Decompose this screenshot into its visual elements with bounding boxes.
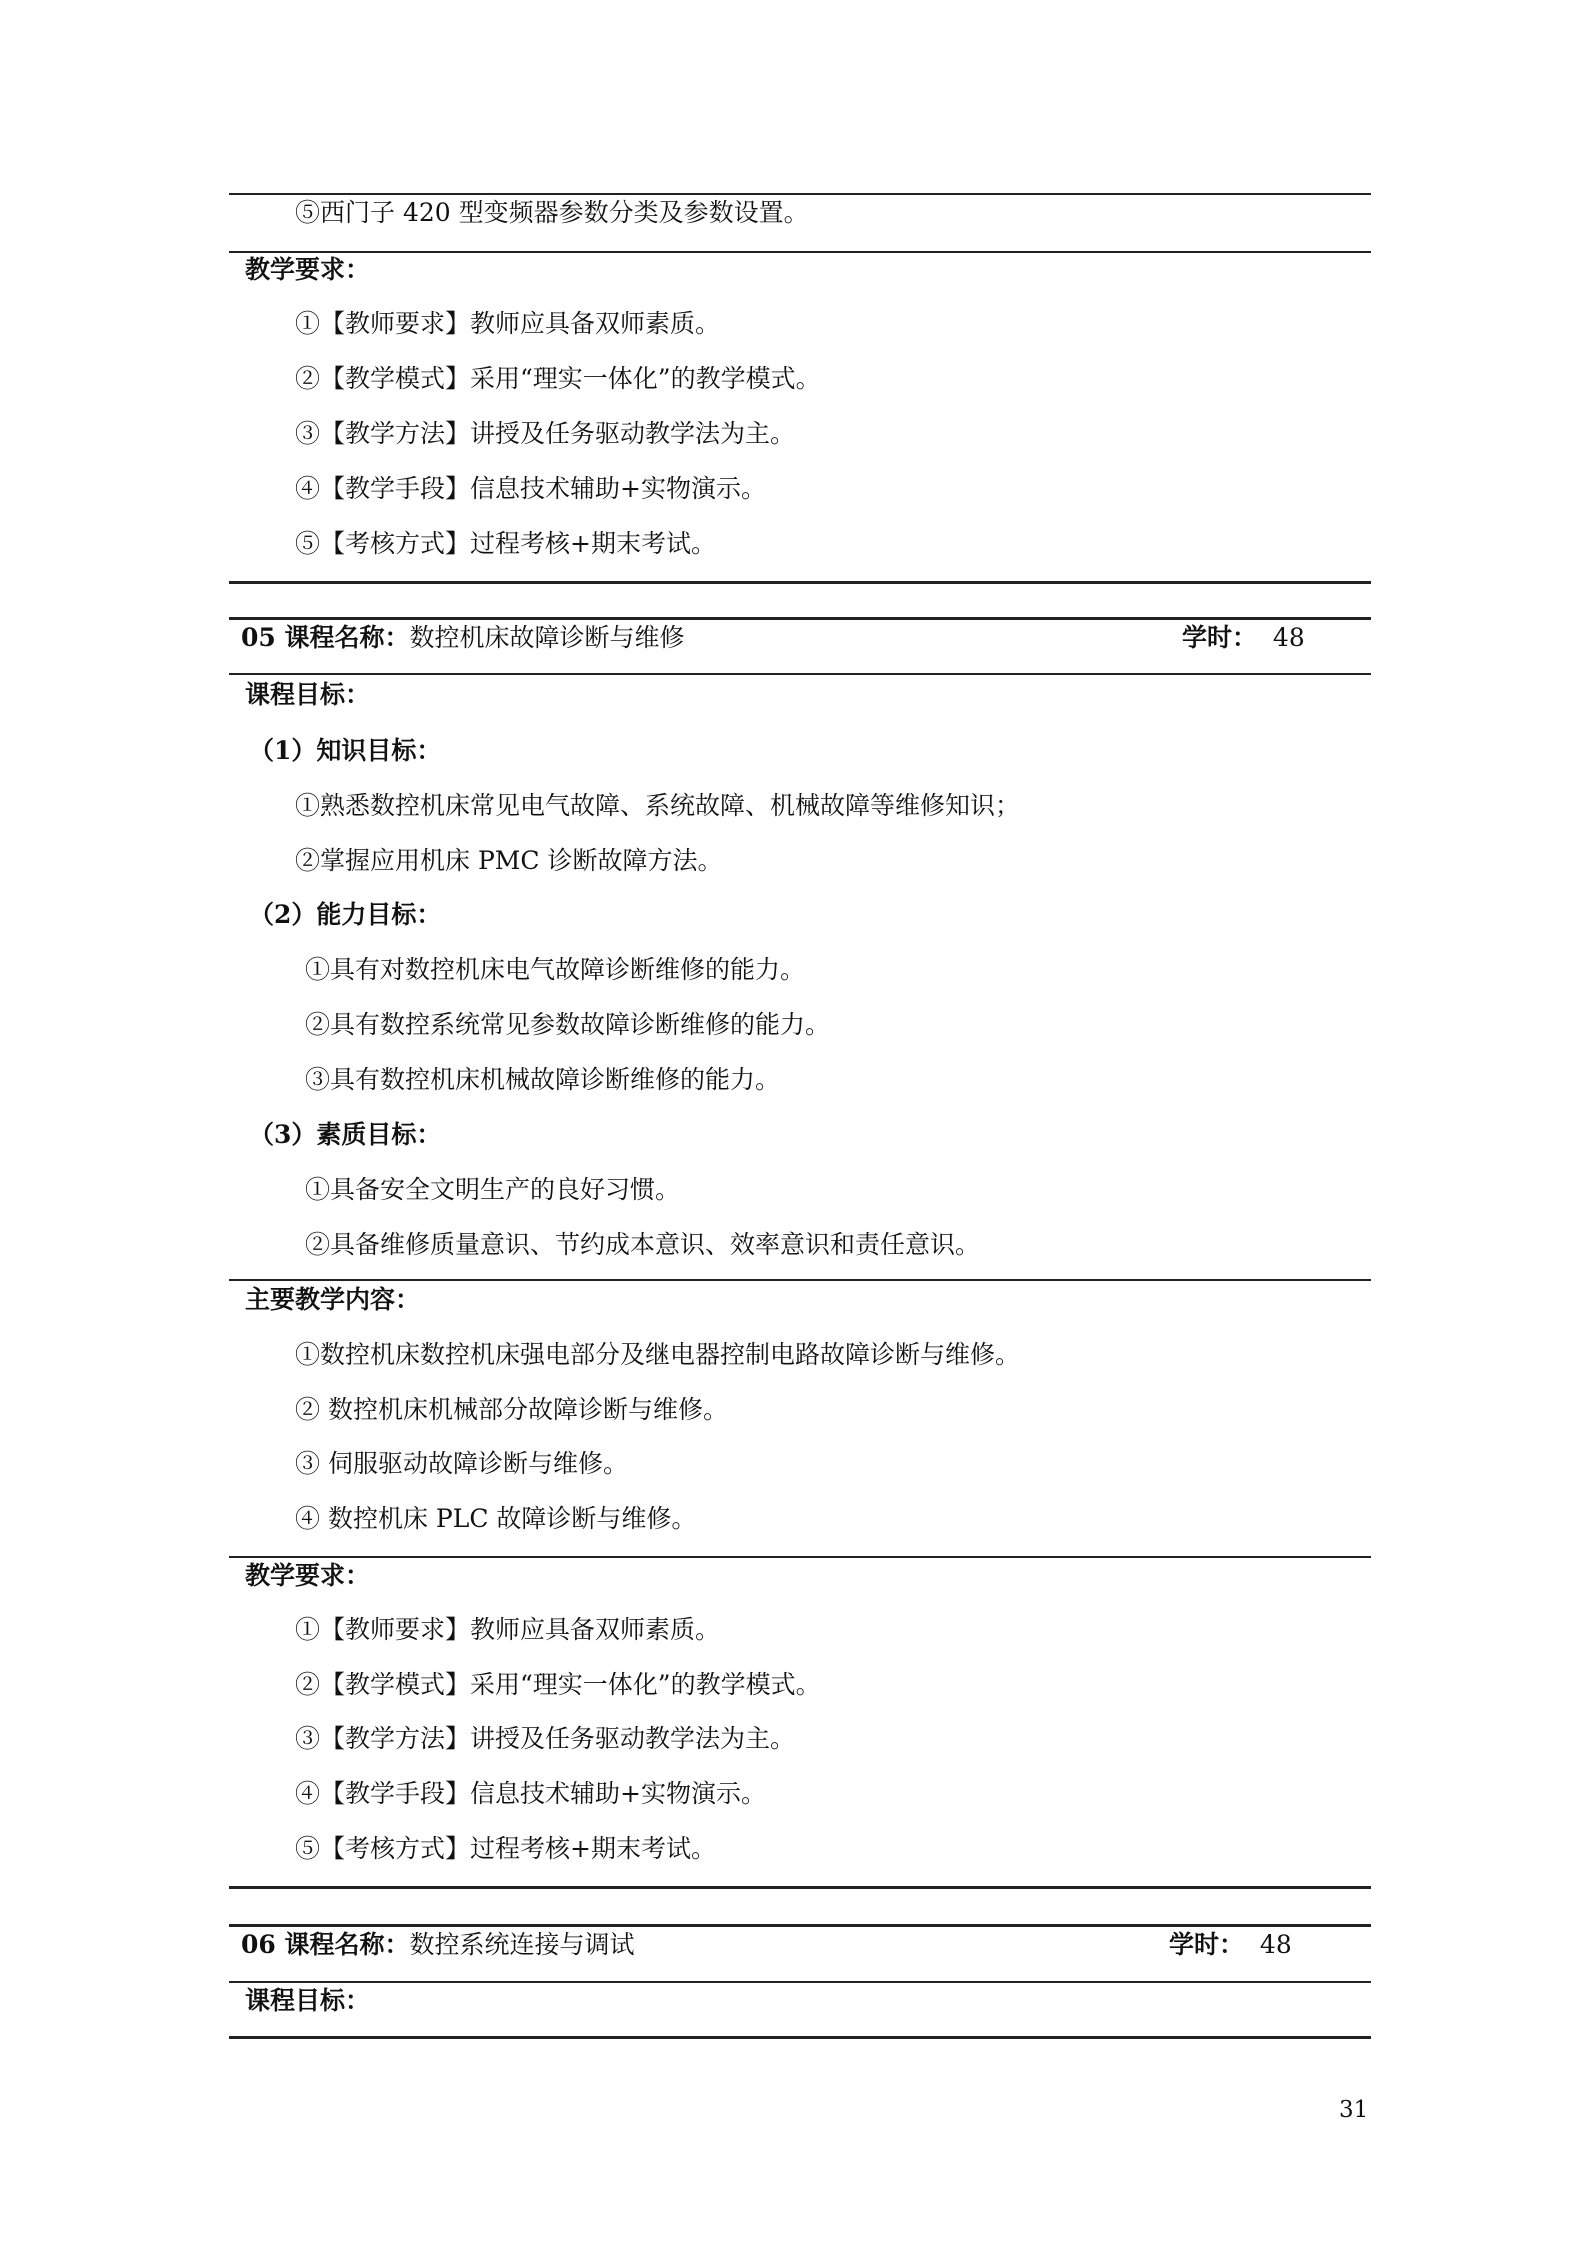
content-item: ③ 伺服驱动故障诊断与维修。 [295,1449,628,1478]
knowledge-item: ①熟悉数控机床常见电气故障、系统故障、机械故障等维修知识； [295,791,1021,820]
requirement-item: ④【教学手段】信息技术辅助+实物演示。 [295,1779,766,1808]
course-code-title: 05 课程名称： [241,623,410,652]
ability-item: ③具有数控机床机械故障诊断维修的能力。 [305,1065,781,1094]
ability-label: （2）能力目标： [249,900,442,929]
hours-value: 48 [1259,1930,1292,1959]
requirements-label: 教学要求： [245,255,371,284]
hours-label: 学时： [1182,623,1258,652]
ability-item: ②具有数控系统常见参数故障诊断维修的能力。 [305,1010,831,1039]
table-border [229,1279,1371,1281]
ability-item: ①具有对数控机床电气故障诊断维修的能力。 [305,955,806,984]
table-border [229,1886,1371,1889]
quality-item: ②具备维修质量意识、节约成本意识、效率意识和责任意识。 [305,1230,981,1259]
page-number: 31 [1339,2097,1369,2123]
content-item: ② 数控机床机械部分故障诊断与维修。 [295,1395,728,1424]
table-border [229,1981,1371,1983]
table-border [229,1556,1371,1558]
content-item: ①数控机床数控机床强电部分及继电器控制电路故障诊断与维修。 [295,1340,1021,1369]
hours-label: 学时： [1169,1930,1245,1959]
knowledge-label: （1）知识目标： [249,736,442,765]
table-border [229,673,1371,675]
objectives-label: 课程目标： [245,680,371,709]
requirement-item: ⑤【考核方式】过程考核+期末考试。 [295,1834,716,1863]
requirement-item: ②【教学模式】采用“理实一体化”的教学模式。 [295,1670,821,1699]
requirement-item: ③【教学方法】讲授及任务驱动教学法为主。 [295,419,796,448]
course-name: 数控机床故障诊断与维修 [409,623,685,652]
objectives-label: 课程目标： [245,1986,371,2015]
course-name: 数控系统连接与调试 [409,1930,635,1959]
requirement-item: ①【教师要求】教师应具备双师素质。 [295,309,721,338]
hours-value: 48 [1272,623,1305,652]
content-item: ⑤西门子 420 型变频器参数分类及参数设置。 [295,198,809,227]
quality-item: ①具备安全文明生产的良好习惯。 [305,1175,681,1204]
course-header [241,1929,1341,1961]
requirement-item: ②【教学模式】采用“理实一体化”的教学模式。 [295,364,821,393]
requirement-item: ⑤【考核方式】过程考核+期末考试。 [295,529,716,558]
requirement-item: ④【教学手段】信息技术辅助+实物演示。 [295,474,766,503]
table-border [229,2036,1371,2039]
course-hours [1169,1929,1292,1961]
knowledge-item: ②掌握应用机床 PMC 诊断故障方法。 [295,846,723,875]
table-border [229,251,1371,253]
table-border [229,193,1371,195]
content-item: ④ 数控机床 PLC 故障诊断与维修。 [295,1504,697,1533]
content-label: 主要教学内容： [245,1285,421,1314]
requirements-label: 教学要求： [245,1561,371,1590]
course-hours [1182,622,1305,654]
requirement-item: ①【教师要求】教师应具备双师素质。 [295,1615,721,1644]
requirement-item: ③【教学方法】讲授及任务驱动教学法为主。 [295,1724,796,1753]
table-border [229,581,1371,584]
table-border [229,617,1371,620]
table-border [229,1924,1371,1927]
course-code-title: 06 课程名称： [241,1930,410,1959]
course-header [241,622,1341,654]
quality-label: （3）素质目标： [249,1120,442,1149]
